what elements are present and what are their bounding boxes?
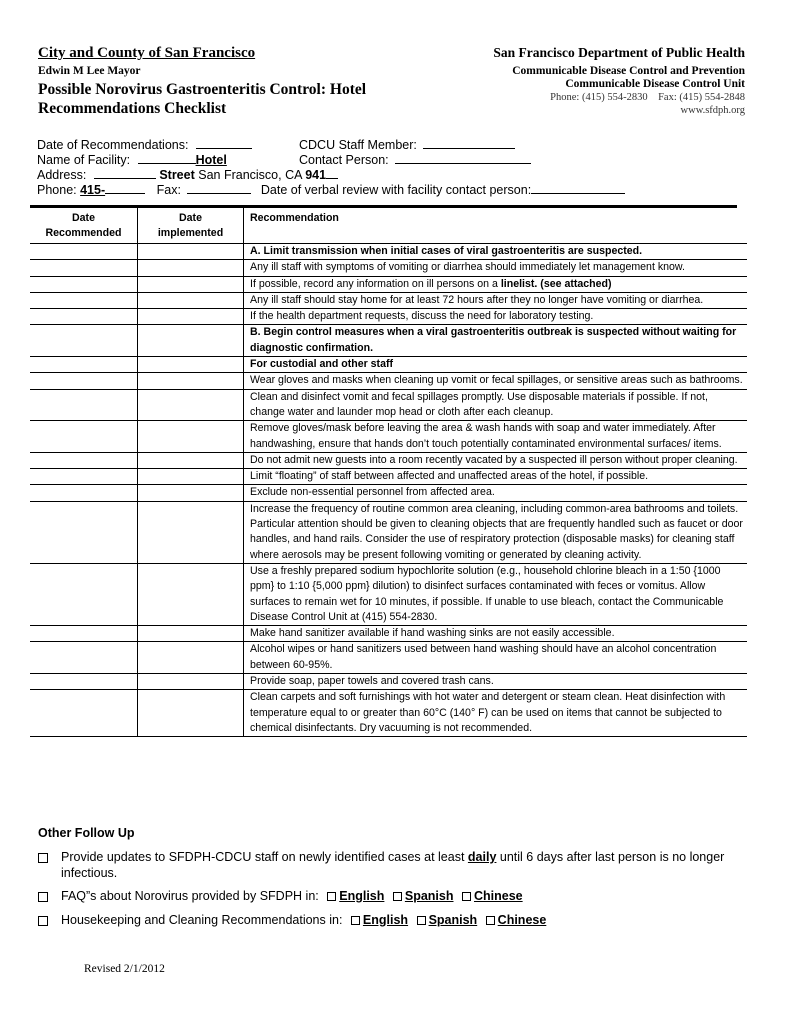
- recommendation-cell: Remove gloves/mask before leaving the area & wash hands with soap and water immediately. After handwashing, ensure that hands don’t touch potentially contaminated environmental surfaces/ items.: [244, 421, 748, 453]
- recommendation-cell: Exclude non-essential personnel from affected area.: [244, 485, 748, 501]
- zip-prefix: 941: [305, 168, 327, 182]
- date-implemented-cell[interactable]: [138, 642, 244, 674]
- table-row: [30, 452, 747, 468]
- city-text: San Francisco, CA: [198, 168, 302, 182]
- table-row: [30, 469, 747, 485]
- recommendation-cell: Increase the frequency of routine common area cleaning, including common-area bathrooms and toilets. Particular attention should be given to cleaning objects that are frequently handled such as faucet or door handles, and hand rails. Consider the use of respiratory protection (disposable masks) for cleaning staff where aerosols may be present following vomiting or generated by cleaning activity.: [244, 501, 748, 563]
- recommendation-cell: Provide soap, paper towels and covered trash cans.: [244, 674, 748, 690]
- address-label: Address:: [37, 168, 87, 182]
- date-recommended-cell[interactable]: [30, 563, 138, 625]
- website: www.sfdph.org: [680, 105, 745, 116]
- lang-chinese: Chinese: [497, 912, 547, 927]
- date-recommended-cell[interactable]: [30, 626, 138, 642]
- date-implemented-cell[interactable]: [138, 325, 244, 357]
- recommendation-cell: Make hand sanitizer available if hand washing sinks are not easily accessible.: [244, 626, 748, 642]
- phone-field[interactable]: [105, 182, 145, 194]
- english-checkbox[interactable]: [327, 892, 336, 901]
- table-row: [30, 501, 747, 563]
- date-recommended-cell[interactable]: [30, 373, 138, 389]
- date-implemented-cell[interactable]: [138, 563, 244, 625]
- fax-field[interactable]: [187, 182, 251, 194]
- date-recommended-cell[interactable]: [30, 260, 138, 276]
- mayor-name: Edwin M Lee Mayor: [38, 65, 141, 77]
- date-recommended-cell[interactable]: [30, 469, 138, 485]
- lang-chinese: Chinese: [473, 889, 523, 903]
- staff-label: CDCU Staff Member:: [299, 138, 417, 152]
- revision-date: Revised 2/1/2012: [84, 963, 165, 975]
- letterhead-right: [415, 45, 745, 116]
- header-recommendation: Recommendation: [250, 212, 339, 224]
- contact-field[interactable]: [395, 152, 531, 164]
- page-title: [38, 80, 438, 118]
- date-recommended-cell[interactable]: [30, 421, 138, 453]
- date-implemented-cell[interactable]: [138, 260, 244, 276]
- header-date-recommended: Date Recommended: [30, 208, 138, 244]
- date-implemented-cell[interactable]: [138, 292, 244, 308]
- form-row-address: [37, 167, 757, 182]
- recommendation-cell: B. Begin control measures when a viral gastroenteritis outbreak is suspected without waiting for diagnostic confirmation.: [244, 325, 748, 357]
- follow-up-title: Other Follow Up: [38, 826, 135, 840]
- city-name: City and County of San Francisco: [38, 45, 256, 61]
- department-name: San Francisco Department of Public Health: [493, 45, 745, 60]
- staff-field[interactable]: [423, 137, 515, 149]
- chinese-checkbox[interactable]: [462, 892, 471, 901]
- facility-label: Name of Facility:: [37, 153, 131, 167]
- date-label: Date of Recommendations:: [37, 138, 189, 152]
- recommendation-cell: A. Limit transmission when initial cases of viral gastroenteritis are suspected.: [244, 244, 748, 260]
- date-implemented-cell[interactable]: [138, 690, 244, 737]
- recommendation-cell: Clean and disinfect vomit and fecal spillages promptly. Use disposable materials if possible. If not, change water and launder mop head or cloth after each cleanup.: [244, 389, 748, 421]
- table-body: [30, 244, 747, 737]
- table-row: [30, 276, 747, 292]
- recommendation-cell: For custodial and other staff: [244, 357, 748, 373]
- street-field[interactable]: [94, 167, 156, 179]
- chinese-checkbox[interactable]: [486, 916, 495, 925]
- date-implemented-cell[interactable]: [138, 357, 244, 373]
- table-row: [30, 674, 747, 690]
- form-row-facility: [37, 152, 757, 167]
- date-implemented-cell[interactable]: [138, 421, 244, 453]
- table-row: [30, 389, 747, 421]
- checkbox[interactable]: [38, 892, 48, 902]
- verbal-review-field[interactable]: [531, 182, 625, 194]
- table-row: [30, 357, 747, 373]
- zip-field[interactable]: [326, 167, 338, 179]
- date-implemented-cell[interactable]: [138, 626, 244, 642]
- phone-label: Phone:: [37, 183, 77, 197]
- table-row: [30, 309, 747, 325]
- date-recommended-cell[interactable]: [30, 389, 138, 421]
- title-line-1: Possible Norovirus Gastroenteritis Control: Hotel: [38, 81, 367, 98]
- recommendations-table: [30, 208, 747, 737]
- spanish-checkbox[interactable]: [417, 916, 426, 925]
- table-row: [30, 626, 747, 642]
- table-row: [30, 485, 747, 501]
- division-name: Communicable Disease Control and Prevention: [512, 65, 745, 77]
- table-row: [30, 292, 747, 308]
- date-implemented-cell[interactable]: [138, 244, 244, 260]
- date-implemented-cell[interactable]: [138, 389, 244, 421]
- contact-label: Contact Person:: [299, 153, 389, 167]
- date-field[interactable]: [196, 137, 252, 149]
- verbal-review-label: Date of verbal review with facility contact person:: [260, 183, 532, 197]
- unit-name: Communicable Disease Control Unit: [565, 78, 745, 90]
- table-row: [30, 373, 747, 389]
- recommendation-cell: Do not admit new guests into a room recently vacated by a suspected ill person without proper cleaning.: [244, 452, 748, 468]
- recommendation-cell: Alcohol wipes or hand sanitizers used between hand washing should have an alcohol concentration between 60-95%.: [244, 642, 748, 674]
- follow-up-item-updates: Provide updates to SFDPH-CDCU staff on newly identified cases at least daily until 6 days after last person is no longer infectious.: [38, 850, 738, 881]
- english-checkbox[interactable]: [351, 916, 360, 925]
- date-implemented-cell[interactable]: [138, 501, 244, 563]
- phone-prefix: 415-: [80, 183, 106, 197]
- date-implemented-cell[interactable]: [138, 674, 244, 690]
- facility-field[interactable]: [138, 152, 196, 164]
- date-implemented-cell[interactable]: [138, 485, 244, 501]
- facility-info-form: [37, 137, 757, 197]
- date-recommended-cell[interactable]: [30, 690, 138, 737]
- table-row: [30, 690, 747, 737]
- lang-english: English: [362, 912, 409, 927]
- table-row: [30, 325, 747, 357]
- table-row: [30, 642, 747, 674]
- date-recommended-cell[interactable]: [30, 501, 138, 563]
- header-date-implemented: Date implemented: [138, 208, 244, 244]
- facility-value: Hotel: [195, 153, 227, 167]
- spanish-checkbox[interactable]: [393, 892, 402, 901]
- date-implemented-cell[interactable]: [138, 452, 244, 468]
- date-recommended-cell[interactable]: [30, 642, 138, 674]
- date-recommended-cell[interactable]: [30, 357, 138, 373]
- lang-spanish: Spanish: [428, 912, 478, 927]
- date-recommended-cell[interactable]: [30, 276, 138, 292]
- daily-emphasis: daily: [467, 850, 497, 864]
- title-line-2: Recommendations Checklist: [38, 100, 227, 117]
- date-recommended-cell[interactable]: [30, 309, 138, 325]
- date-recommended-cell[interactable]: [30, 674, 138, 690]
- date-implemented-cell[interactable]: [138, 276, 244, 292]
- recommendation-cell: Any ill staff with symptoms of vomiting or diarrhea should immediately let management know.: [244, 260, 748, 276]
- lang-spanish: Spanish: [404, 889, 454, 903]
- other-follow-up: [38, 826, 738, 936]
- follow-up-item-housekeeping: Housekeeping and Cleaning Recommendations in: English Spanish Chinese: [38, 913, 738, 929]
- form-row-date: [37, 137, 757, 152]
- recommendation-cell: If possible, record any information on ill persons on a linelist. (see attached): [244, 276, 748, 292]
- date-recommended-cell[interactable]: [30, 485, 138, 501]
- date-recommended-cell[interactable]: [30, 244, 138, 260]
- date-recommended-cell[interactable]: [30, 292, 138, 308]
- checkbox[interactable]: [38, 916, 48, 926]
- letterhead-left: [38, 45, 438, 118]
- date-recommended-cell[interactable]: [30, 325, 138, 357]
- recommendation-cell: Clean carpets and soft furnishings with hot water and detergent or steam clean. Heat disinfection with temperature equal to or greater than 60°C (140° F) can be used on items that cannot be subjected to chemical disinfectants. Dry vacuuming is not recommended.: [244, 690, 748, 737]
- date-recommended-cell[interactable]: [30, 452, 138, 468]
- table-row: [30, 421, 747, 453]
- date-implemented-cell[interactable]: [138, 373, 244, 389]
- table-header-row: [30, 208, 747, 244]
- table-row: [30, 244, 747, 260]
- date-implemented-cell[interactable]: [138, 309, 244, 325]
- recommendation-cell: Any ill staff should stay home for at least 72 hours after they no longer have vomiting or diarrhea.: [244, 292, 748, 308]
- phone-fax: Phone: (415) 554-2830 Fax: (415) 554-2848: [550, 92, 745, 103]
- lang-english: English: [339, 889, 385, 903]
- checkbox[interactable]: [38, 853, 48, 863]
- recommendation-cell: If the health department requests, discuss the need for laboratory testing.: [244, 309, 748, 325]
- recommendation-cell: Limit “floating” of staff between affected and unaffected areas of the hotel, if possible.: [244, 469, 748, 485]
- form-row-phone: [37, 182, 757, 197]
- follow-up-item-faq: FAQ”s about Norovirus provided by SFDPH in: English Spanish Chinese: [38, 889, 738, 905]
- recommendation-cell: Use a freshly prepared sodium hypochlorite solution (e.g., household chlorine bleach in a 1:50 {1000 ppm} to 1:10 {5,000 ppm} dilution) to disinfect surfaces contaminated with feces or vomitus. Allow surfaces to remain wet for 10 minutes, if possible. If unable to use bleach, contact the Communicable Disease Control Unit at (415) 554-2830.: [244, 563, 748, 625]
- date-implemented-cell[interactable]: [138, 469, 244, 485]
- table-row: [30, 260, 747, 276]
- fax-label: Fax:: [156, 183, 181, 197]
- recommendation-cell: Wear gloves and masks when cleaning up vomit or fecal spillages, or sensitive areas such as bathrooms.: [244, 373, 748, 389]
- street-word: Street: [159, 168, 195, 182]
- table-row: [30, 563, 747, 625]
